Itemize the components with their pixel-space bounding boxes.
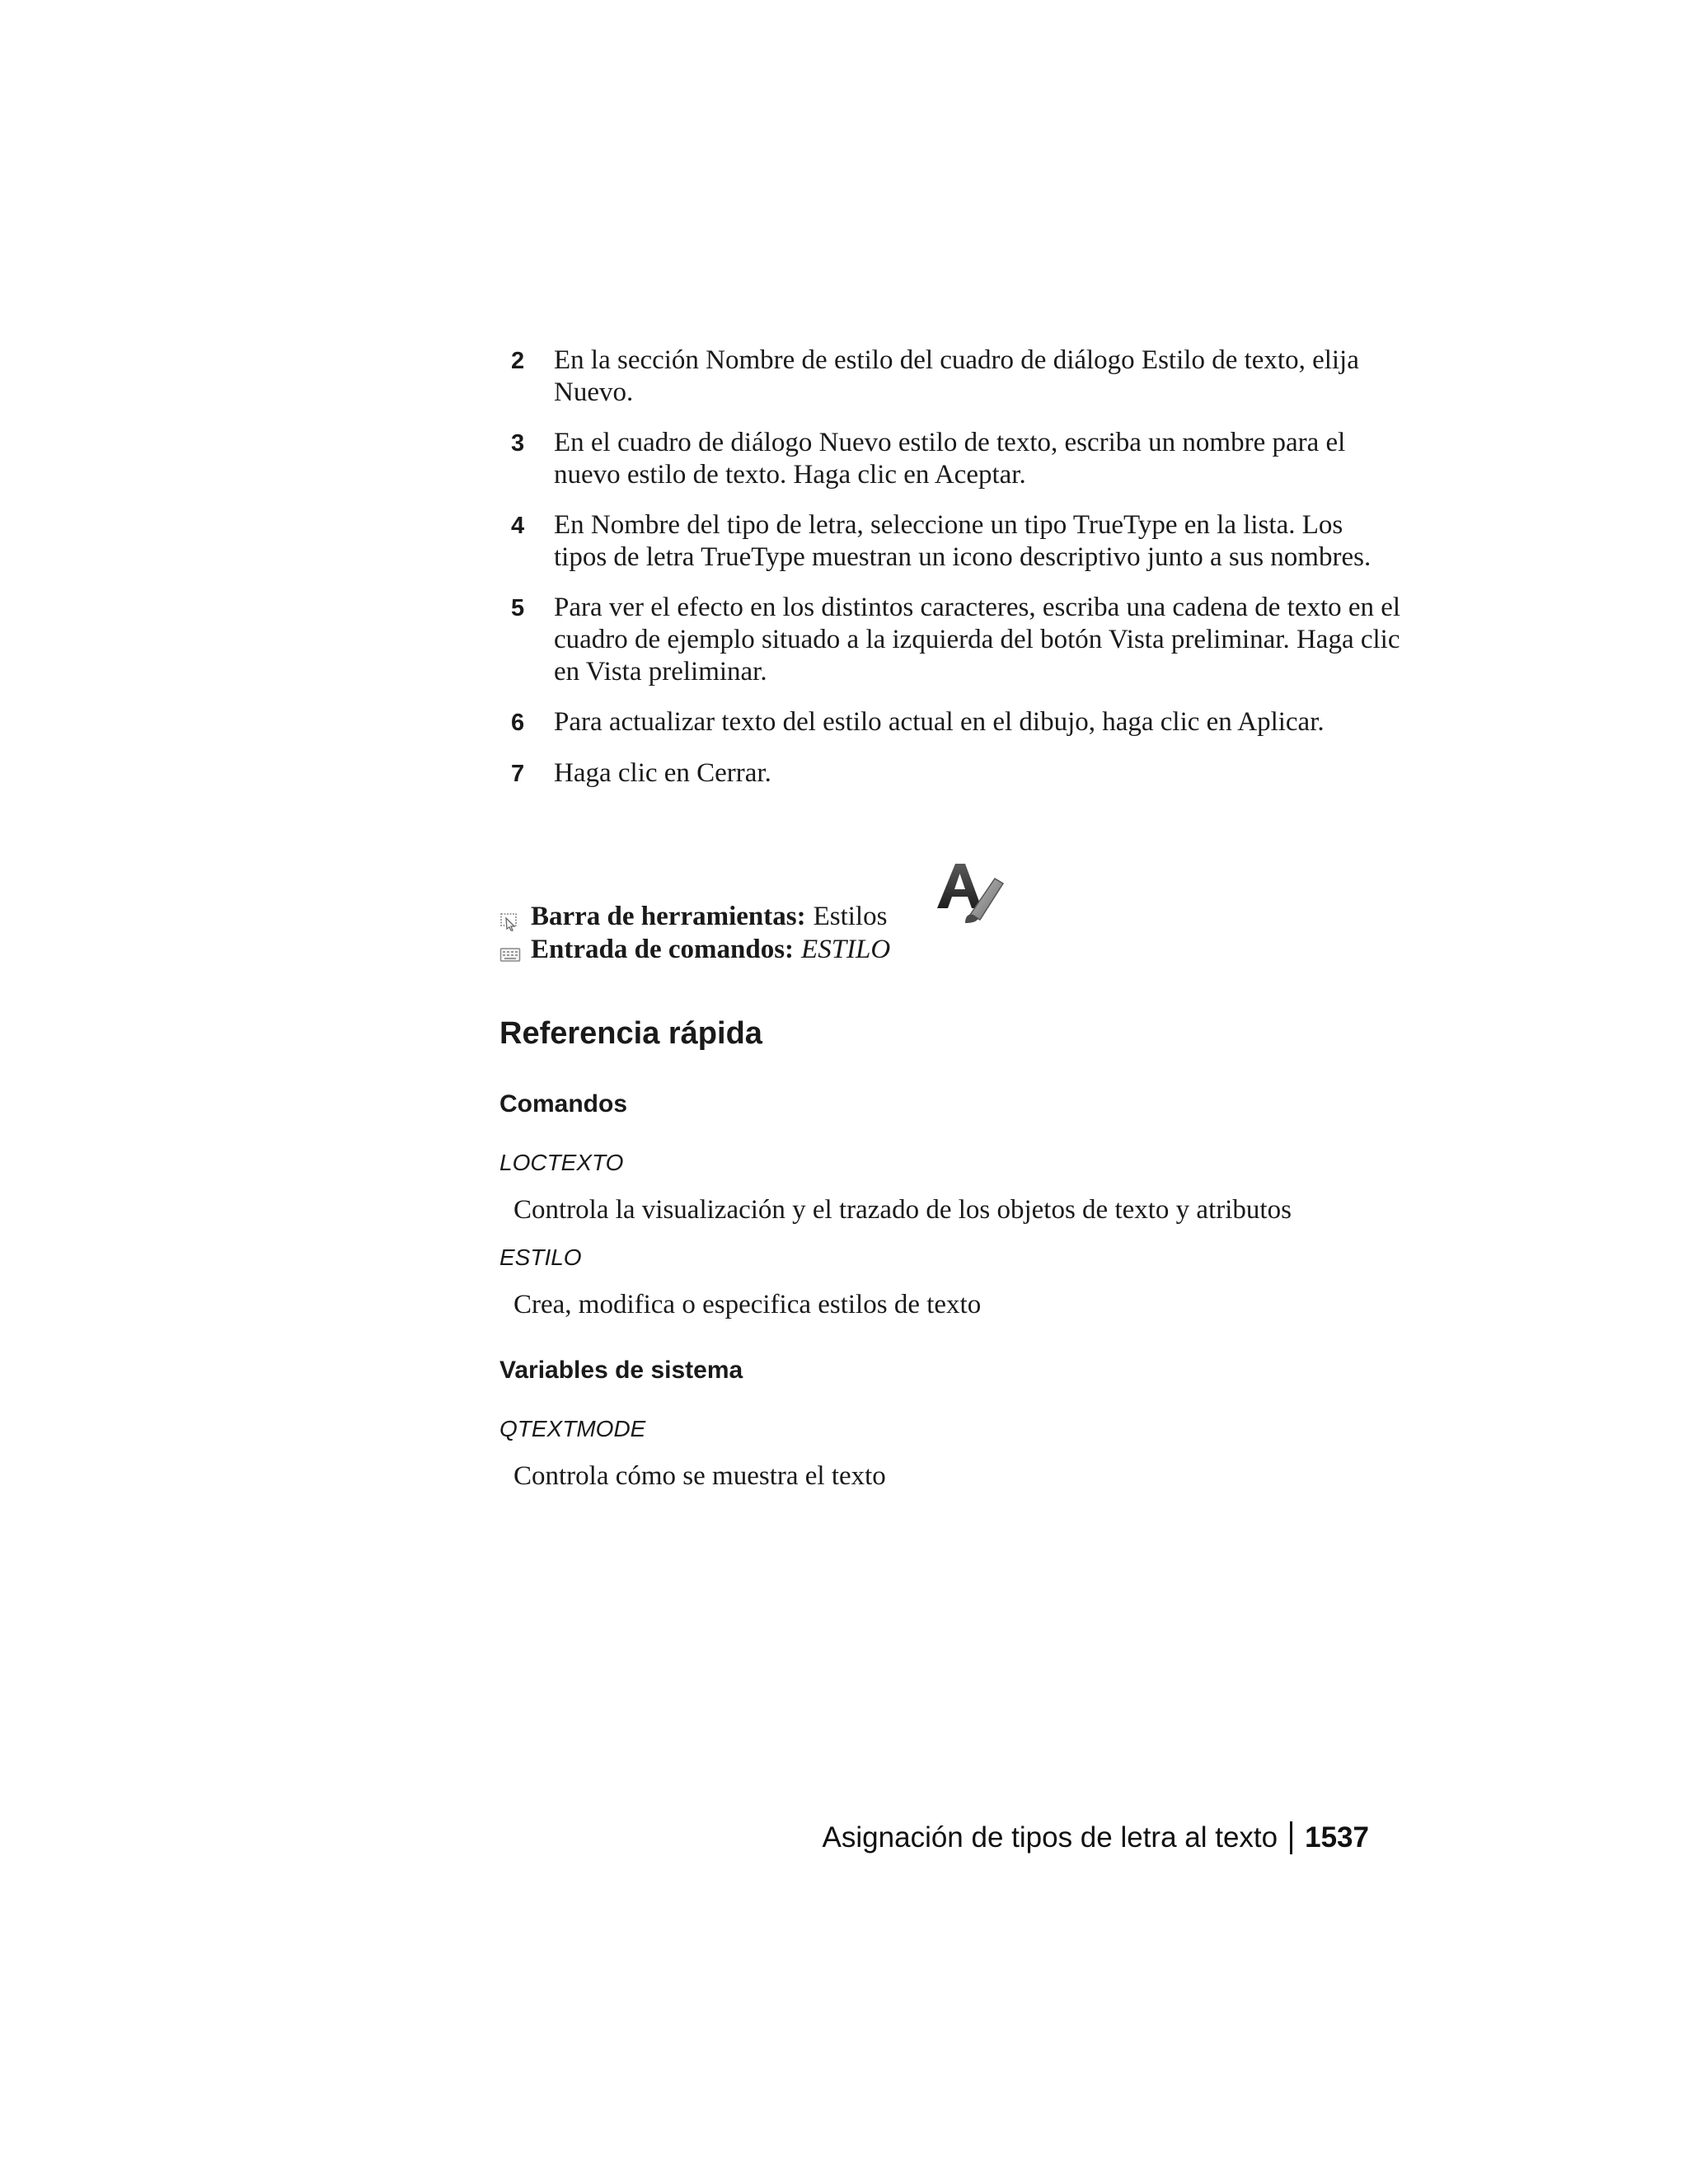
command-value: ESTILO (801, 935, 891, 964)
step-number: 5 (511, 595, 525, 621)
footer-chapter-title: Asignación de tipos de letra al texto (822, 1821, 1278, 1854)
step-text: En la sección Nombre de estilo del cuadro de diálogo Estilo de texto, elija Nuevo. (554, 345, 1359, 407)
steps-list (511, 344, 1401, 808)
command-description: Crea, modifica o especifica estilos de texto (513, 1290, 982, 1319)
variable-description: Controla cómo se muestra el texto (513, 1461, 886, 1491)
step-number: 2 (511, 348, 525, 374)
step-item (511, 427, 1401, 491)
command-access-line (499, 933, 1241, 966)
toolbar-label: Barra de herramientas: (531, 902, 806, 931)
command-description: Controla la visualización y el trazado de los objetos de texto y atributos (513, 1195, 1292, 1225)
variable-name[interactable]: QTEXTMODE (499, 1416, 646, 1441)
toolbar-icon (499, 907, 521, 926)
commands-heading: Comandos (499, 1090, 628, 1118)
quick-reference-title: Referencia rápida (499, 1016, 762, 1051)
command-label: Entrada de comandos: (531, 935, 795, 964)
text-style-icon (932, 857, 1008, 923)
system-variables-heading: Variables de sistema (499, 1357, 743, 1384)
command-name[interactable]: ESTILO (499, 1244, 582, 1270)
page-number: 1537 (1305, 1821, 1369, 1854)
step-item (511, 706, 1401, 739)
step-item (511, 592, 1401, 688)
page-footer (823, 1820, 1369, 1856)
step-number: 4 (511, 513, 525, 539)
step-text: En Nombre del tipo de letra, seleccione un tipo TrueType en la lista. Los tipos de letra TrueType muestran un icono descriptivo junto a sus nombres. (554, 510, 1372, 572)
step-item (511, 509, 1401, 574)
step-text: En el cuadro de diálogo Nuevo estilo de texto, escriba un nombre para el nuevo estilo de texto. Haga clic en Aceptar. (554, 428, 1346, 490)
step-number: 6 (511, 710, 525, 736)
step-text: Para ver el efecto en los distintos caracteres, escriba una cadena de texto en el cuadro de ejemplo situado a la izquierda del botón Vista preliminar. Haga clic en Vista preliminar. (554, 593, 1401, 687)
footer-separator (1290, 1821, 1292, 1854)
step-item (511, 757, 1401, 790)
step-number: 3 (511, 430, 525, 457)
step-number: 7 (511, 761, 525, 787)
access-methods (499, 857, 1241, 966)
keyboard-icon (499, 940, 521, 959)
step-text: Para actualizar texto del estilo actual en el dibujo, haga clic en Aplicar. (554, 707, 1325, 737)
step-text: Haga clic en Cerrar. (554, 758, 771, 788)
toolbar-value: Estilos (813, 902, 888, 931)
command-name[interactable]: LOCTEXTO (499, 1150, 624, 1175)
step-item (511, 344, 1401, 409)
toolbar-access-line (499, 900, 1241, 933)
